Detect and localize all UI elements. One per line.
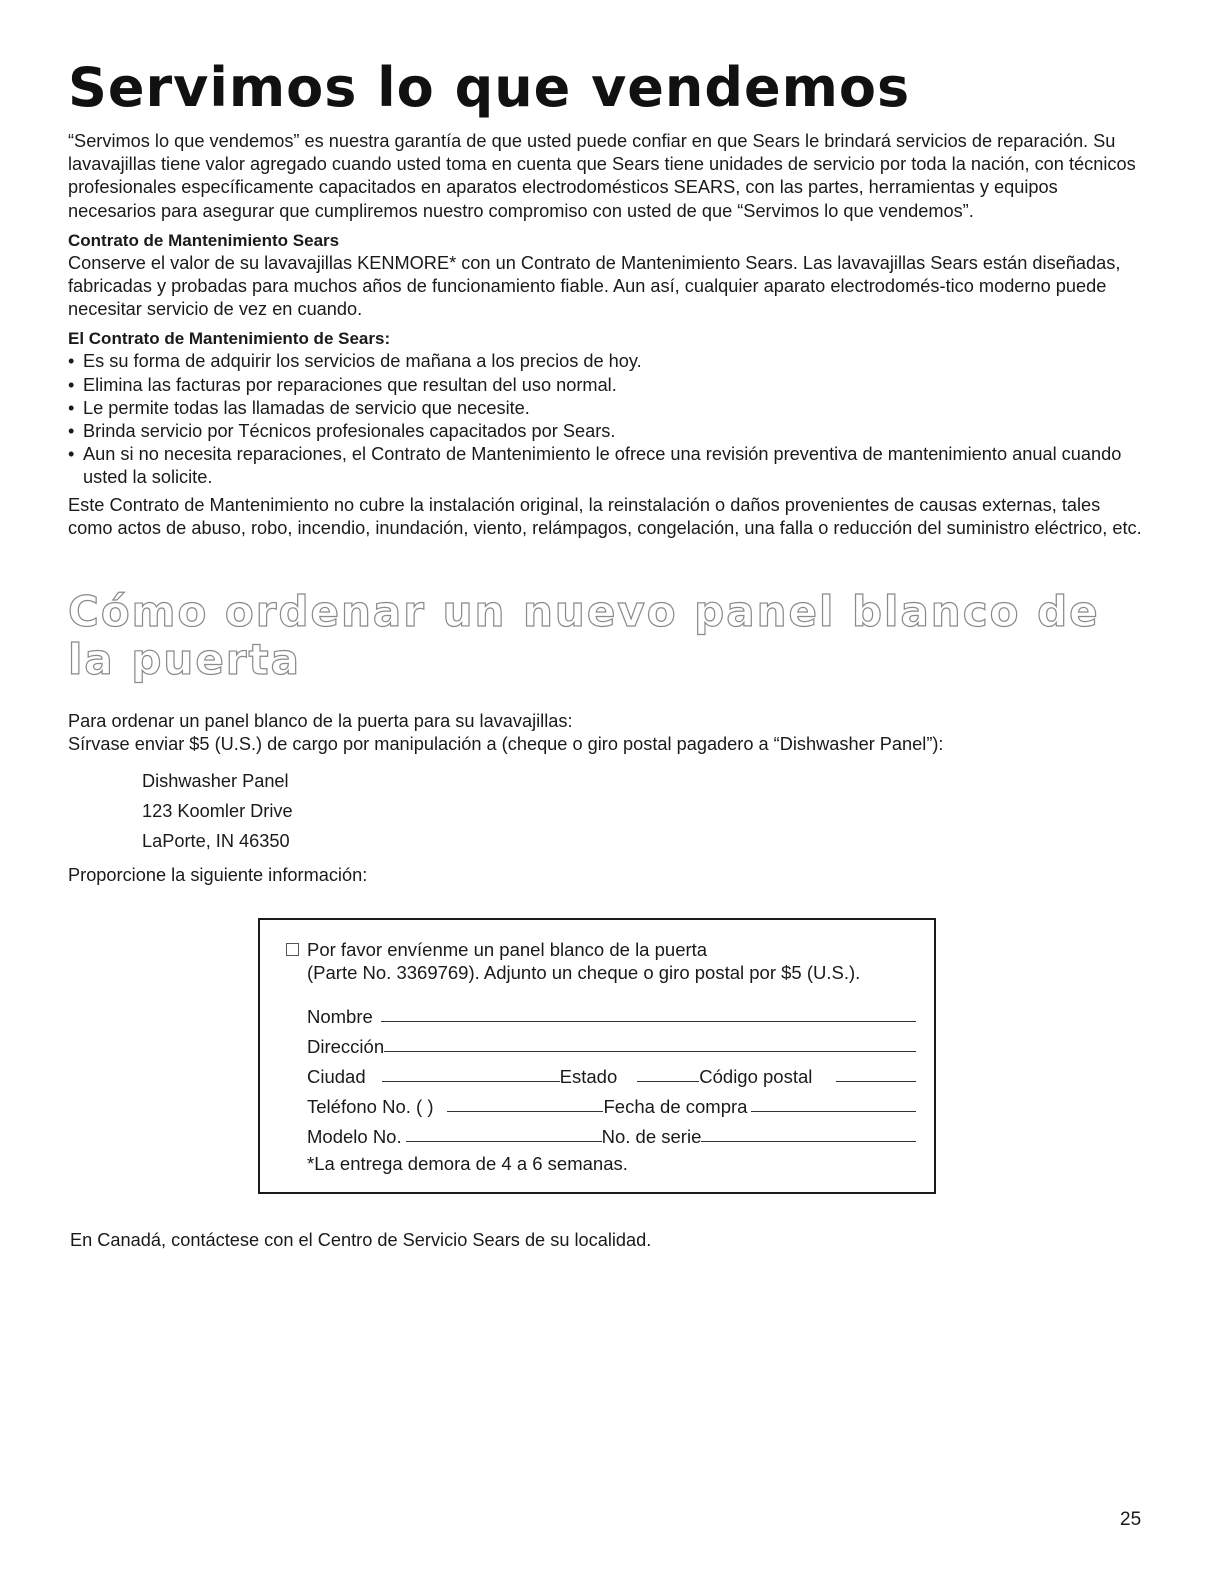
- list-item: • Le permite todas las llamadas de servicio que necesite.: [68, 397, 1148, 420]
- list-item: • Elimina las facturas por reparaciones que resultan del uso normal.: [68, 374, 1148, 397]
- bullet-icon: •: [68, 421, 75, 442]
- request-row: [286, 938, 916, 961]
- request-line-2: (Parte No. 3369769). Adjunto un cheque o giro postal por $5 (U.S.).: [307, 962, 861, 983]
- request-checkbox[interactable]: [286, 943, 299, 956]
- list-item: • Es su forma de adquirir los servicios de mañana a los precios de hoy.: [68, 350, 1148, 373]
- list-item: • Aun si no necesita reparaciones, el Contrato de Mantenimiento le ofrece una revisión preventiva de mantenimiento anual cuando usted la solicite.: [68, 444, 1122, 488]
- intro-paragraph: “Servimos lo que vendemos” es nuestra garantía de que usted puede confiar en que Sears le brindará servicios de reparación. Su lavavajillas tiene valor agregado cuando usted toma en cuenta que Sears tiene unidades de servicio por toda la nación, con técnicos profesionales específicamente capacitados en aparatos electrodomésticos SEARS, con las partes, herramientas y equipos necesarios para asegurar que cumpliremos nuestro compromiso con usted de que “Servimos lo que vendemos”.: [68, 131, 1136, 221]
- address-field[interactable]: [384, 1051, 916, 1052]
- address-line: LaPorte, IN 46350: [142, 831, 290, 852]
- delivery-note: *La entrega demora de 4 a 6 semanas.: [307, 1153, 628, 1174]
- list-item: • Brinda servicio por Técnicos profesionales capacitados por Sears.: [68, 420, 1148, 443]
- model-row: [307, 1118, 916, 1148]
- city-row: [307, 1058, 916, 1088]
- bullet-icon: •: [68, 397, 75, 418]
- bullet-icon: •: [68, 374, 75, 395]
- phone-row: [307, 1088, 916, 1118]
- benefits-heading: El Contrato de Mantenimiento de Sears:: [68, 329, 391, 349]
- name-row: [307, 998, 916, 1028]
- page-title: Servimos lo que vendemos: [68, 56, 911, 119]
- model-field[interactable]: [406, 1141, 602, 1142]
- page-content: [68, 56, 1148, 1174]
- canada-note: En Canadá, contáctese con el Centro de Servicio Sears de su localidad.: [70, 1230, 652, 1250]
- form-fields: [286, 998, 916, 1148]
- benefits-list: [68, 350, 1148, 489]
- order-instructions-line2: Sírvase enviar $5 (U.S.) de cargo por manipulación a (cheque o giro postal pagadero a “Dishwasher Panel”):: [68, 734, 944, 755]
- state-field[interactable]: [637, 1081, 699, 1082]
- phone-field[interactable]: [447, 1111, 603, 1112]
- name-field[interactable]: [381, 1021, 916, 1022]
- bullet-icon: •: [68, 351, 75, 372]
- order-instructions-line1: Para ordenar un panel blanco de la puerta para su lavavajillas:: [68, 711, 573, 732]
- contract-paragraph: Conserve el valor de su lavavajillas KENMORE* con un Contrato de Mantenimiento Sears. Las lavavajillas Sears están diseñadas, fabricadas y probadas para muchos años de funcionamiento fiable. Aun así, cualquier aparato electrodomés-tico moderno puede necesitar servicio de vez en cuando.: [68, 252, 1121, 320]
- zip-field[interactable]: [836, 1081, 916, 1082]
- bullet-icon: •: [68, 444, 75, 465]
- purchase-date-label: Fecha de compra: [603, 1096, 748, 1117]
- address-line: Dishwasher Panel: [142, 771, 289, 792]
- provide-info-text: Proporcione la siguiente información:: [68, 865, 368, 886]
- exclusions-paragraph: Este Contrato de Mantenimiento no cubre la instalación original, la reinstalación o daños provenientes de causas externas, tales como actos de abuso, robo, incendio, inundación, viento, relámpagos, congelación, una falla o reducción del suministro eléctrico, etc.: [68, 494, 1142, 538]
- address-line: 123 Koomler Drive: [142, 801, 293, 822]
- name-label: Nombre: [307, 1006, 373, 1027]
- order-section-title: Cómo ordenar un nuevo panel blanco de la puerta: [68, 587, 1100, 685]
- request-line-1: Por favor envíenme un panel blanco de la puerta: [307, 939, 708, 960]
- city-field[interactable]: [382, 1081, 560, 1082]
- order-form: [258, 918, 936, 1194]
- address-row: [307, 1028, 916, 1058]
- address-label: Dirección: [307, 1036, 385, 1057]
- mailing-address: [142, 766, 1148, 856]
- serial-field[interactable]: [701, 1141, 916, 1142]
- city-label: Ciudad: [307, 1066, 366, 1087]
- purchase-date-field[interactable]: [751, 1111, 916, 1112]
- page-number: 25: [1120, 1509, 1142, 1530]
- phone-label: Teléfono No. ( ): [307, 1096, 434, 1117]
- model-label: Modelo No.: [307, 1126, 402, 1147]
- zip-label: Código postal: [699, 1066, 813, 1087]
- serial-label: No. de serie: [601, 1126, 702, 1147]
- contract-heading: Contrato de Mantenimiento Sears: [68, 230, 340, 250]
- state-label: Estado: [559, 1066, 618, 1087]
